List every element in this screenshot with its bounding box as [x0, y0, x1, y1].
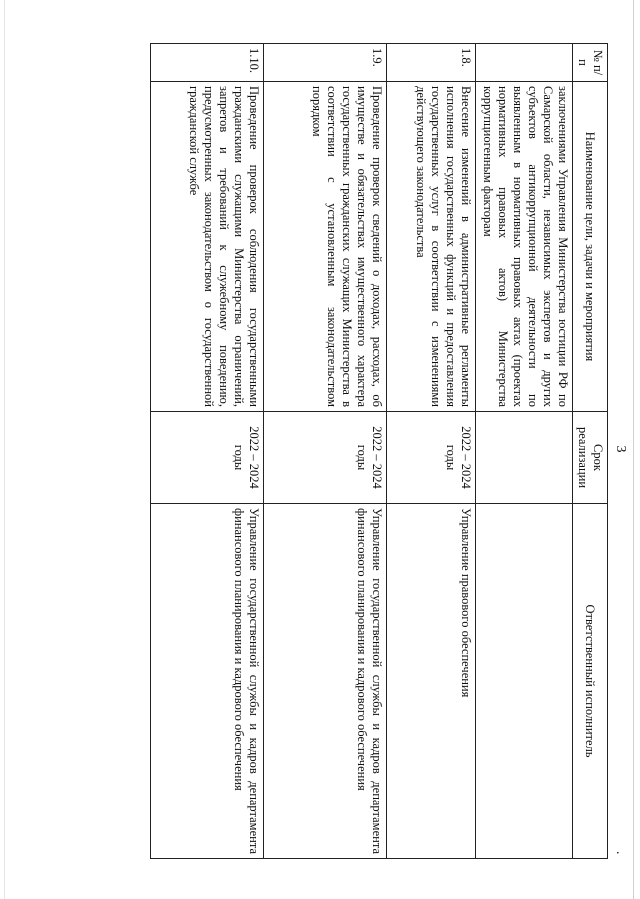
row-num: 1.9.	[264, 44, 387, 82]
row-name: заключениями Управления Министерства юстиции РФ по Самарской области, независимых экспертов и других субъектов антикоррупционной деятельности по выявленным в нормативных правовых актах (проектах нормативных правовых актов) Министерства коррупциогенным факторам	[476, 82, 573, 412]
page-number: 3	[613, 445, 628, 453]
row-term: 2022 – 2024 годы	[264, 412, 387, 504]
row-name: Проведение проверок сведений о доходах, расходах, об имуществе и обязательствах имущественного характера государственных гражданских служащих Министерства в соответствии с установленным законодательством порядком	[264, 82, 387, 412]
header-name: Наименование цели, задачи и мероприятия	[573, 82, 608, 412]
measures-table	[150, 43, 608, 859]
table-row	[151, 44, 264, 859]
row-responsible	[476, 504, 573, 859]
row-term: 2022 – 2024 годы	[387, 412, 476, 504]
row-num	[476, 44, 573, 82]
table-header-row	[573, 44, 608, 859]
table-row	[264, 44, 387, 859]
row-num: 1.10.	[151, 44, 264, 82]
table-row	[387, 44, 476, 859]
header-responsible: Ответственный исполнитель	[573, 504, 608, 859]
row-responsible: Управление государственной службы и кадров департамента финансового планирования и кадрового обеспечения	[151, 504, 264, 859]
table-row	[476, 44, 573, 859]
scan-dot: ·	[609, 850, 624, 855]
header-num: № п/п	[573, 44, 608, 82]
header-term: Срок реализации	[573, 412, 608, 504]
row-term	[476, 412, 573, 504]
row-name: Проведение проверок соблюдения государственными гражданскими служащими Министерства ограничений, запретов и требований к служебному поведению, предусмотренных законодательством о государственной гражданской службе	[151, 82, 264, 412]
row-responsible: Управление государственной службы и кадров департамента финансового планирования и кадрового обеспечения	[264, 504, 387, 859]
row-term: 2022 – 2024 годы	[151, 412, 264, 504]
row-responsible: Управление правового обеспечения	[387, 504, 476, 859]
row-num: 1.8.	[387, 44, 476, 82]
row-name: Внесение изменений в административные регламенты исполнения государственных функций и предоставления государственных услуг в соответствии с изменениями действующего законодательства	[387, 82, 476, 412]
rotated-page	[10, 29, 630, 869]
